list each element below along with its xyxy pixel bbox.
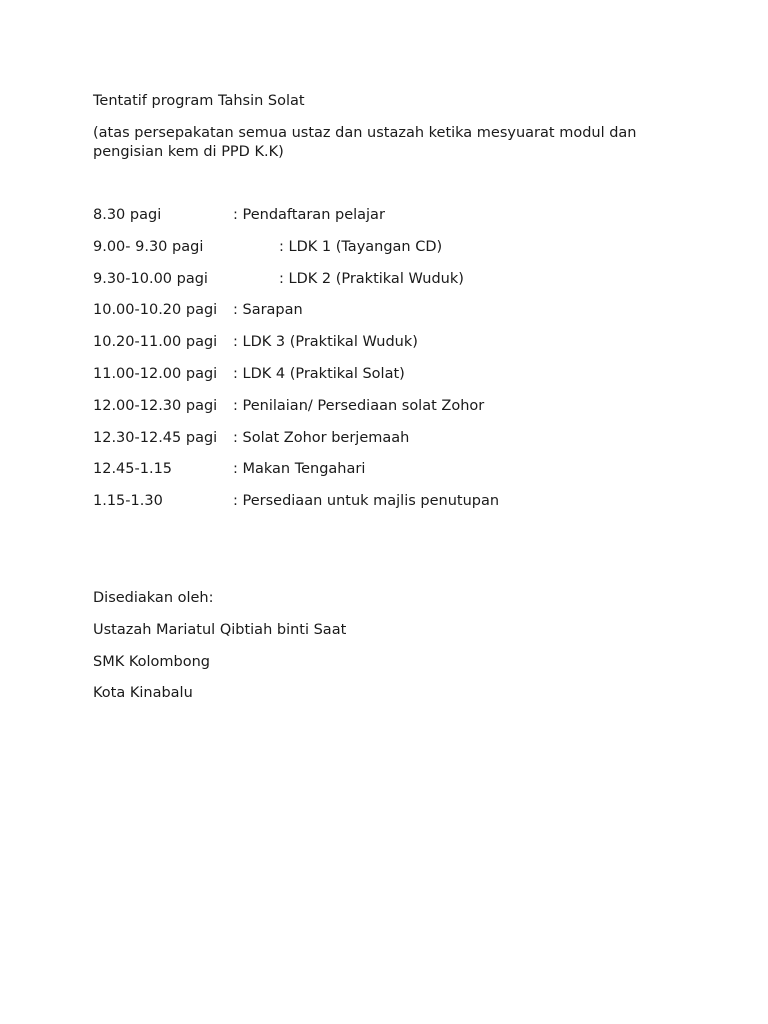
schedule-time: 9.30-10.00 pagi — [93, 270, 208, 287]
schedule-row — [93, 206, 693, 238]
schedule-row — [93, 429, 693, 461]
schedule-row — [93, 301, 693, 333]
schedule-activity: : LDK 1 (Tayangan CD) — [279, 238, 443, 255]
schedule-activity: : LDK 4 (Praktikal Solat) — [233, 365, 405, 382]
schedule-time: 12.00-12.30 pagi — [93, 397, 218, 414]
schedule-row — [93, 365, 693, 397]
schedule-activity: : Pendaftaran pelajar — [233, 207, 385, 223]
schedule-activity: : Persediaan untuk majlis penutupan — [233, 493, 500, 510]
schedule-row — [93, 460, 693, 492]
schedule-time: 10.00-10.20 pagi — [93, 302, 218, 319]
schedule-time: 11.00-12.00 pagi — [93, 365, 218, 382]
schedule-activity: : LDK 3 (Praktikal Wuduk) — [233, 334, 418, 351]
schedule-time: 12.45-1.15 — [93, 461, 173, 478]
schedule-row — [93, 333, 693, 365]
schedule-row — [93, 238, 693, 270]
schedule-activity: : Penilaian/ Persediaan solat Zohor — [233, 397, 485, 414]
schedule-row — [93, 270, 693, 302]
schedule-row — [93, 492, 693, 524]
document-title: Tentatif program Tahsin Solat — [93, 93, 305, 109]
schedule-list — [93, 206, 693, 524]
schedule-activity: : Makan Tengahari — [233, 461, 366, 478]
schedule-time: 8.30 pagi — [93, 207, 162, 223]
city-name: Kota Kinabalu — [93, 685, 193, 702]
document-note: (atas persepakatan semua ustaz dan ustazah ketika mesyuarat modul dan pengisian kem di PPD K.K) — [93, 125, 637, 160]
schedule-time: 9.00- 9.30 pagi — [93, 238, 204, 255]
schedule-row — [93, 397, 693, 429]
prepared-by-label: Disediakan oleh: — [93, 590, 214, 606]
schedule-activity: : Sarapan — [233, 302, 303, 319]
prepared-by-block — [93, 589, 346, 716]
schedule-time: 12.30-12.45 pagi — [93, 429, 218, 446]
schedule-activity: : LDK 2 (Praktikal Wuduk) — [279, 270, 464, 287]
author-name: Ustazah Mariatul Qibtiah binti Saat — [93, 621, 347, 638]
school-name: SMK Kolombong — [93, 653, 210, 670]
schedule-time: 10.20-11.00 pagi — [93, 334, 218, 351]
schedule-activity: : Solat Zohor berjemaah — [233, 429, 410, 446]
schedule-time: 1.15-1.30 — [93, 493, 163, 510]
